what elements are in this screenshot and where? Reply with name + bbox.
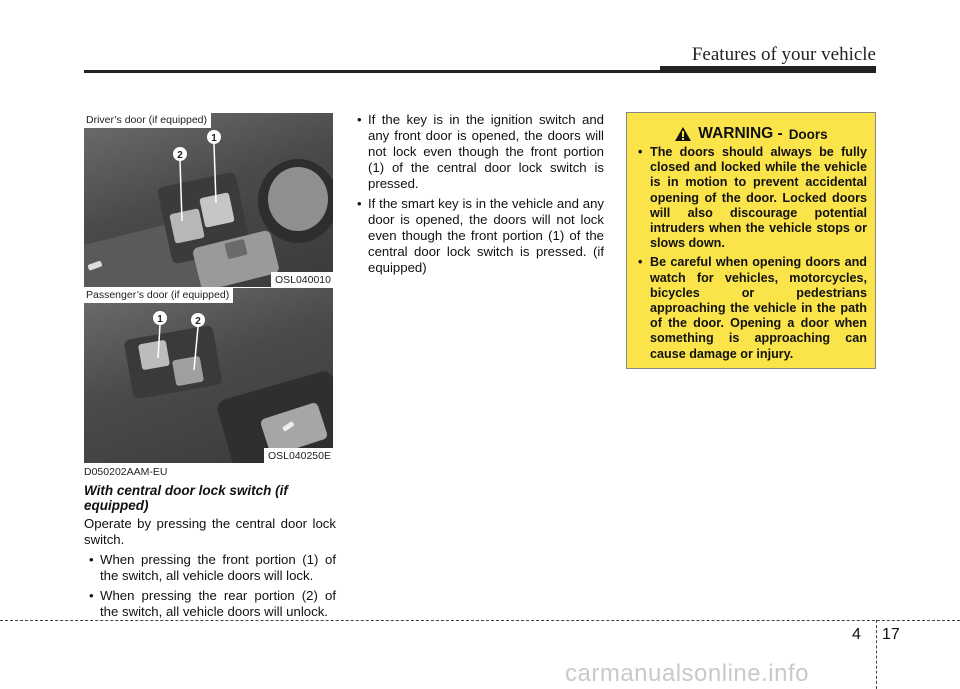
header-rule-accent: [660, 66, 876, 73]
drivers-door-switch-illustration: [84, 113, 333, 287]
section-subheading: With central door lock switch (if equipped): [84, 483, 288, 513]
list-item: • When pressing the rear portion (2) of the switch, all vehicle doors will unlock.: [84, 588, 336, 620]
callout-1: 1: [211, 133, 217, 144]
passengers-door-switch-illustration: [84, 288, 333, 463]
section-code: D050202AAM-EU: [84, 466, 168, 478]
figure-code: OSL040250E: [264, 448, 333, 463]
section-left-column: [84, 466, 336, 620]
warning-heading: [635, 125, 867, 143]
list-item: • If the key is in the ignition switch and any front door is opened, the doors will not lock even though the front portion (1) of the central door lock switch is pressed.: [352, 112, 604, 192]
figure-code: OSL040010: [271, 272, 333, 287]
callout-1: 1: [157, 314, 163, 325]
figure-label: Driver’s door (if equipped): [84, 113, 211, 128]
section-bullets-mid: [352, 112, 604, 276]
list-item: • The doors should always be fully closed and locked while the vehicle is in motion to prevent accidental opening of the door. Locked doors will also discourage potential intruders when the vehicle stops or slows down.: [635, 145, 867, 251]
page-number: 17: [882, 626, 900, 643]
warning-box: [626, 112, 876, 369]
header-title: Features of your vehicle: [691, 44, 876, 65]
footer-rule: [0, 620, 960, 621]
callout-2: 2: [177, 150, 183, 161]
page-separator: [876, 620, 877, 689]
list-item: • Be careful when opening doors and watch for vehicles, motorcycles, bicycles or pedestrians approaching the vehicle in the path of the door. Opening a door when something is approaching can cause damage or injury.: [635, 255, 867, 361]
warning-triangle-icon: [674, 126, 692, 142]
list-item: • If the smart key is in the vehicle and any door is opened, the doors will not lock even though the front portion (1) of the central door lock switch is pressed. (if equipped): [352, 196, 604, 276]
figure-drivers-door: [84, 113, 333, 287]
warning-topic: Doors: [788, 126, 828, 142]
warning-title: WARNING -: [698, 125, 783, 142]
section-middle-column: [352, 112, 604, 280]
watermark: carmanualsonline.info: [565, 660, 809, 687]
callout-2: 2: [195, 316, 201, 327]
chapter-number: 4: [852, 626, 861, 643]
figure-passengers-door: [84, 288, 333, 463]
list-item: • When pressing the front portion (1) of the switch, all vehicle doors will lock.: [84, 552, 336, 584]
figure-label: Passenger’s door (if equipped): [84, 288, 233, 303]
warning-bullets: [635, 145, 867, 362]
section-intro: Operate by pressing the central door lock switch.: [84, 516, 336, 547]
section-bullets-left: [84, 552, 336, 620]
